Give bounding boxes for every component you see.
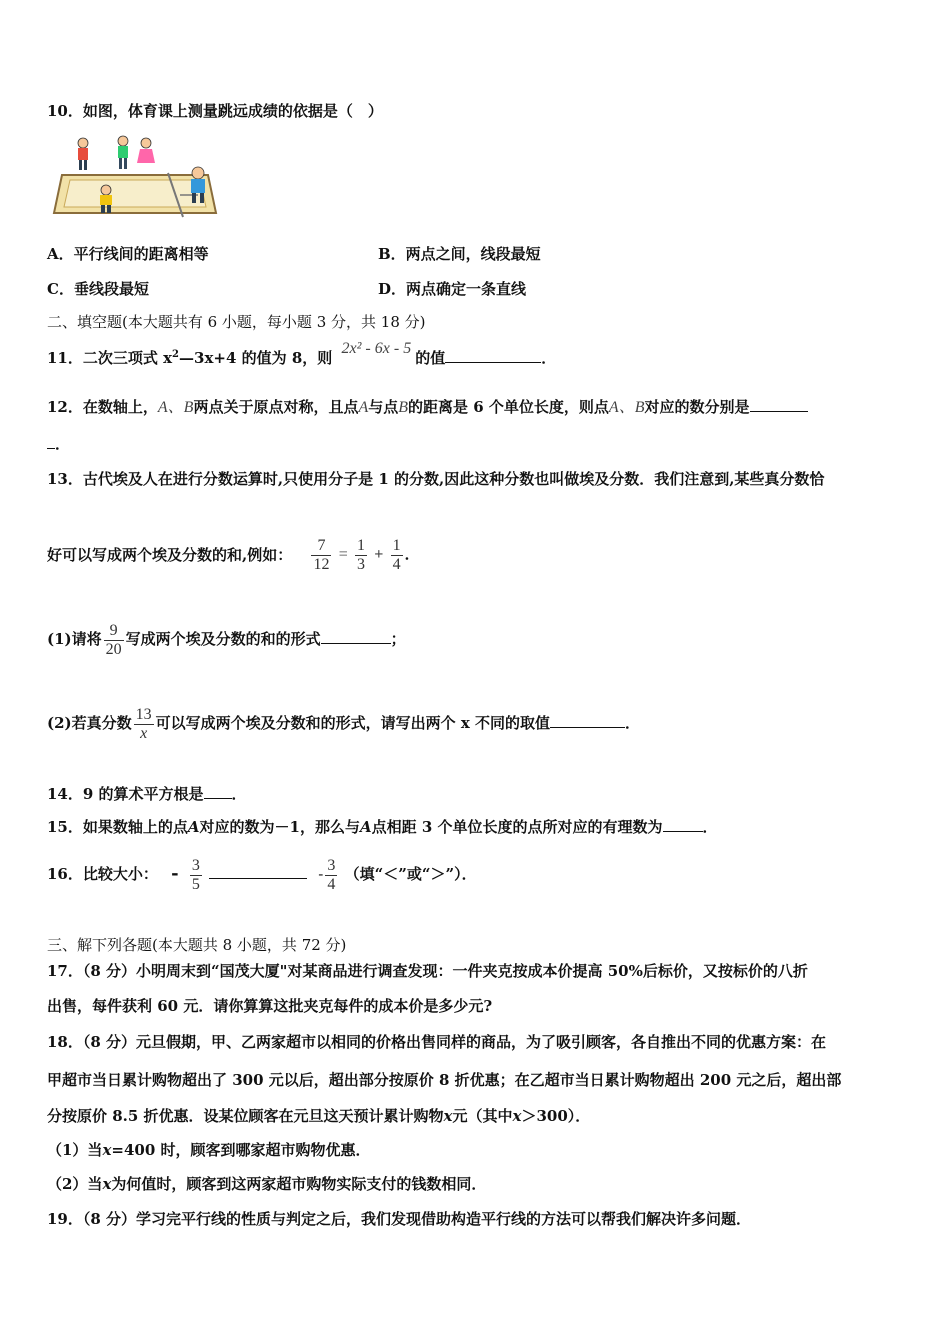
q15-text3: 点相距 3 个单位长度的点所对应的有理数为 [371,818,663,836]
frac-numerator: 13 [135,705,152,723]
q11-before: 11．二次三项式 x [47,349,173,367]
frac-numerator: 7 [317,536,326,554]
q13-part2-label: (2)若真分数 [47,714,132,732]
q11-after: 的值 [415,349,446,367]
q13-part1-answer-blank[interactable] [321,629,391,644]
q12-b2: B [398,399,409,416]
q14 [47,784,247,804]
q19-line1: 19．（8 分）学习完平行线的性质与判定之后，我们发现借助构造平行线的方法可以帮我们解决许多问题． [47,1210,752,1228]
q16-fraction-3-5 [190,857,202,894]
frac-numerator: 1 [356,536,365,554]
q18-part1 [47,1140,371,1160]
q12-a2: A [358,399,369,416]
frac-numerator: 3 [327,856,336,874]
q12-answer-blank-cont[interactable] [47,434,55,449]
q13-plus-sign: + [374,546,384,563]
q18-part2-x: x [102,1175,112,1193]
frac-denominator: 5 [191,875,200,893]
q13-part2-answer-blank[interactable] [550,713,625,728]
section2-title: 二、填空题(本大题共有 6 小题，每小题 3 分，共 18 分) [47,313,426,331]
q13-part1-end: ； [390,630,406,648]
q13-part2-text: 可以写成两个埃及分数和的形式，请写出两个 x 不同的取值 [155,714,551,732]
q13-example-end: ． [404,545,420,563]
q18-line3c: ＞300）． [521,1107,591,1125]
q15-text2: 对应的数为－1，那么与 [199,818,360,836]
q12-part4: 的距离是 6 个单位长度，则点 [408,398,609,416]
frac-denominator: 3 [356,555,365,573]
q17-line1: 17．（8 分）小明周末到“国茂大厦"对某商品进行调查发现：一件夹克按成本价提高 50%后标价，又按标价的八折 [47,962,808,980]
q16-neg2: - [318,865,324,883]
q18-part2b: 为何值时，顾客到这两家超市购物实际支付的钱数相同． [111,1175,487,1193]
q11-answer-blank[interactable] [445,348,541,363]
q16-label: 16．比较大小： [47,865,158,883]
q13-example [47,532,420,576]
q11-middle: —3x+4 的值为 8，则 [179,349,333,367]
q18-line2: 甲超市当日累计购物超出了 300 元以后，超出部分按原价 8 折优惠；在乙超市当日累计购物超出 200 元之后，超出部 [47,1071,842,1089]
q12-part1: 12．在数轴上， [47,398,158,416]
q16 [47,852,477,896]
section3-title: 三、解下列各题(本大题共 8 小题，共 72 分) [47,936,347,954]
q10-stem: 10．如图，体育课上测量跳远成绩的依据是（ ） [47,102,383,120]
frac-denominator: 20 [105,640,122,658]
q18-line3a: 分按原价 8.5 折优惠．设某位顾客在元旦这天预计累计购物 [47,1107,444,1125]
q10-option-c: C．垂线段最短 [47,280,149,298]
q15-answer-blank[interactable] [663,817,703,832]
q18-line1: 18．（8 分）元旦假期，甲、乙两家超市以相同的价格出售同样的商品，为了吸引顾客，各自推出不同的优惠方案：在 [47,1033,827,1051]
q17-line2: 出售，每件获利 60 元．请你算算这批夹克每件的成本价是多少元? [47,997,493,1015]
q15-text1: 15．如果数轴上的点 [47,818,188,836]
q18-line3 [47,1106,590,1126]
q13-part1 [47,617,406,661]
q11-sup: 2 [172,349,180,360]
q13-part1-fraction-9-20 [104,622,124,659]
q13-example-fraction-7-12 [311,537,331,574]
q13-part1-text: 写成两个埃及分数的和的形式 [125,630,321,648]
q12-part2: 两点关于原点对称，且点 [193,398,359,416]
q13-example-fraction-1-3 [355,537,367,574]
q14-text: 14．9 的算术平方根是 [47,785,204,803]
q14-answer-blank[interactable] [204,784,232,799]
q15-point-a2: A [359,818,372,836]
q18-part1a: （1）当 [47,1141,103,1159]
frac-denominator: 4 [392,555,401,573]
frac-denominator: 4 [327,875,336,893]
q13-example-text: 好可以写成两个埃及分数的和,例如： [47,546,293,564]
q16-answer-blank[interactable] [209,864,307,879]
q18-line3b: 元（其中 [452,1107,513,1125]
q15-point-a1: A [187,818,200,836]
frac-denominator: 12 [313,555,330,573]
q12-end: ． [55,435,71,453]
q13-intro: 13．古代埃及人在进行分数运算时,只使用分子是 1 的分数,因此这种分数也叫做埃及分数．我们注意到,某些真分数恰 [47,470,825,488]
q12 [47,397,808,418]
q11-end: ． [541,349,557,367]
q13-part1-label: (1)请将 [47,630,102,648]
q12-ab3: A、B [608,399,645,416]
q13-equals-sign: = [338,546,348,563]
q12-ab1: A、B [157,399,194,416]
q12-answer-blank[interactable] [750,397,808,412]
q11 [47,340,557,369]
frac-denominator: x [134,724,154,743]
q10-option-d: D．两点确定一条直线 [378,280,527,298]
frac-numerator: 1 [392,536,401,554]
q18-part1-x: x [102,1141,112,1159]
q15-end: ． [702,818,718,836]
q18-var-x2: x [512,1107,522,1125]
q13-part2 [47,701,640,745]
q18-var-x1: x [443,1107,453,1125]
q18-part1b: =400 时，顾客到哪家超市购物优惠． [111,1141,371,1159]
q12-line2 [47,434,70,454]
q18-part2a: （2）当 [47,1175,103,1193]
q13-part2-fraction-13-x [134,706,154,743]
q14-end: ． [231,785,247,803]
q18-part2 [47,1174,486,1194]
frac-numerator: 3 [191,856,200,874]
q13-example-fraction-1-4 [391,537,403,574]
q15 [47,817,718,837]
frac-numerator: 9 [109,621,118,639]
long-jump-illustration [48,135,220,220]
q10-option-a: A．平行线间的距离相等 [47,245,209,263]
q16-tail: （填“＜”或“＞”）． [344,865,477,883]
q12-part3: 与点 [368,398,399,416]
q16-fraction-3-4 [325,857,337,894]
q13-part2-end: ． [625,714,641,732]
q10-option-b: B．两点之间，线段最短 [378,245,541,263]
q16-neg1: - [171,863,179,884]
q11-expression: 2x² - 6x - 5 [341,340,412,357]
q12-part5: 对应的数分别是 [644,398,750,416]
